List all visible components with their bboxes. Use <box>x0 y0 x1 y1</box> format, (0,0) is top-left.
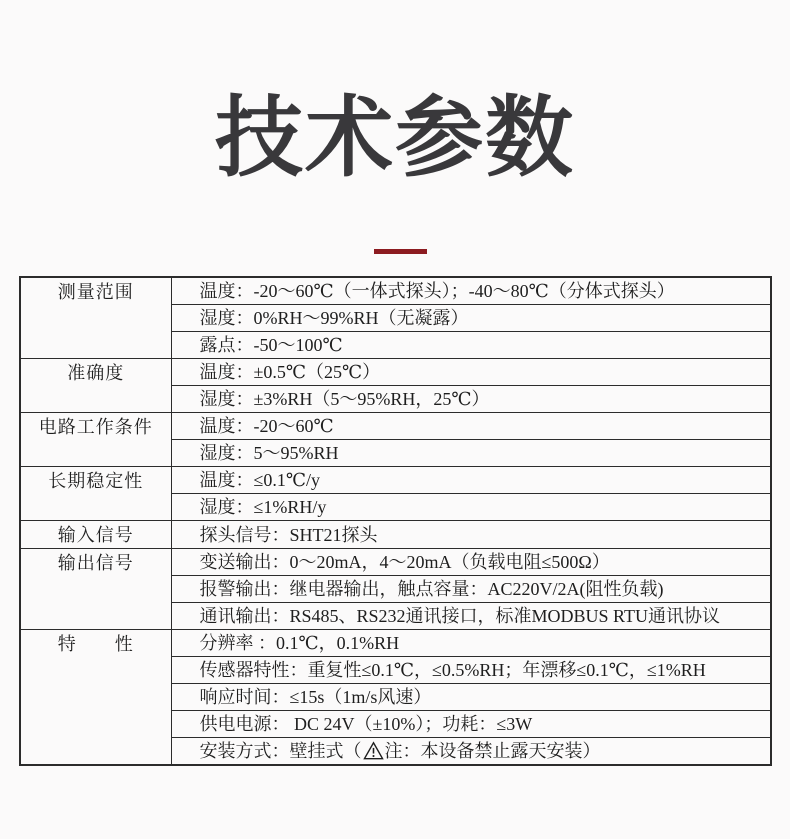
table-row <box>20 277 771 305</box>
spec-cell: 变送输出：0～20mA，4～20mA（负载电阻≤500Ω） <box>171 549 771 576</box>
page-title: 技术参数 <box>214 88 575 187</box>
spec-cell: 分辨率 ：0.1℃，0.1%RH <box>171 630 771 657</box>
table-row <box>20 521 771 549</box>
spec-cell <box>171 738 771 766</box>
spec-cell: 湿度：±3%RH（5～95%RH，25℃） <box>171 386 771 413</box>
spec-cell: 供电电源： DC 24V（±10%）；功耗：≤3W <box>171 711 771 738</box>
spec-cell: 通讯输出：RS485、RS232通讯接口，标准MODBUS RTU通讯协议 <box>171 603 771 630</box>
row-group-label: 电路工作条件 <box>20 413 171 467</box>
spec-cell: 湿度：≤1%RH/y <box>171 494 771 521</box>
row-group-label: 准确度 <box>20 359 171 413</box>
spec-table <box>19 276 772 766</box>
row-group-label: 输入信号 <box>20 521 171 549</box>
warning-triangle-icon <box>363 741 384 760</box>
spec-cell: 探头信号：SHT21探头 <box>171 521 771 549</box>
title-accent-dash <box>374 249 427 254</box>
spec-cell: 露点：-50～100℃ <box>171 332 771 359</box>
spec-cell: 湿度：0%RH～99%RH（无凝露） <box>171 305 771 332</box>
spec-cell: 报警输出：继电器输出，触点容量：AC220V/2A(阻性负载) <box>171 576 771 603</box>
table-row <box>20 359 771 386</box>
row-group-label: 输出信号 <box>20 549 171 630</box>
spec-cell: 温度：≤0.1℃/y <box>171 467 771 494</box>
table-row <box>20 549 771 576</box>
row-group-label: 长期稳定性 <box>20 467 171 521</box>
table-row <box>20 630 771 657</box>
spec-cell: 温度：-20～60℃ <box>171 413 771 440</box>
spec-cell: 温度：±0.5℃（25℃） <box>171 359 771 386</box>
row-group-label: 测量范围 <box>20 277 171 359</box>
spec-cell: 温度：-20～60℃（一体式探头）；-40～80℃（分体式探头） <box>171 277 771 305</box>
spec-cell: 响应时间：≤15s（1m/s风速） <box>171 684 771 711</box>
row-group-label: 特 性 <box>20 630 171 766</box>
spec-cell: 传感器特性：重复性≤0.1℃，≤0.5%RH；年漂移≤0.1℃，≤1%RH <box>171 657 771 684</box>
spec-cell-text: 注：本设备禁止露天安装） <box>384 741 601 761</box>
spec-cell-text: 安装方式：壁挂式（ <box>199 741 362 761</box>
spec-cell: 湿度：5～95%RH <box>171 440 771 467</box>
table-row <box>20 467 771 494</box>
table-row <box>20 413 771 440</box>
